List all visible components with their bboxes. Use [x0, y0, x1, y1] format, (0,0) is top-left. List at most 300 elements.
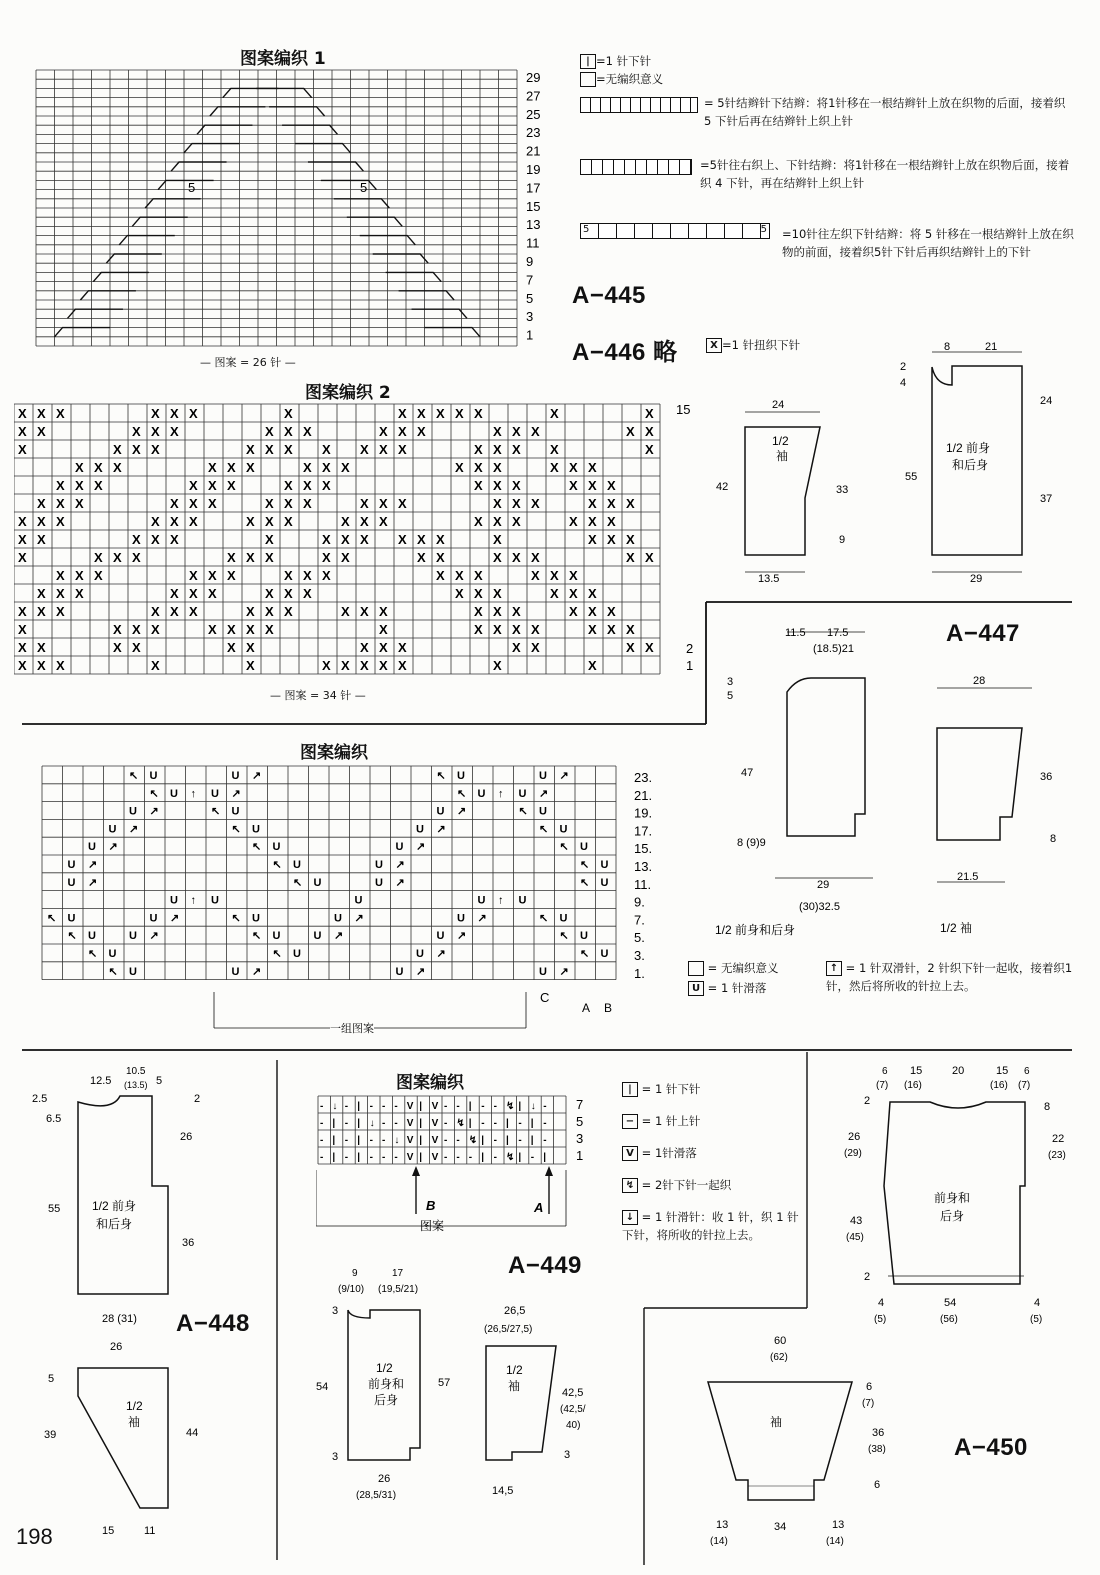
svg-text:6: 6	[866, 1381, 873, 1393]
lace-stitch-mark: U	[477, 894, 486, 907]
svg-text:3: 3	[332, 1305, 339, 1317]
stitch-mark: -	[320, 1135, 324, 1146]
lace-stitch-mark: ↖	[211, 805, 221, 818]
stitch-mark: ↓	[332, 1101, 338, 1112]
pattern3-title: 图案编织	[300, 743, 368, 763]
twist-stitch-mark: X	[379, 496, 388, 511]
svg-text:图案: 图案	[420, 1219, 445, 1233]
svg-text:(7): (7)	[1018, 1080, 1031, 1091]
twist-stitch-mark: X	[284, 586, 293, 601]
pattern2-footer: — 图案 = 34 针 —	[270, 689, 366, 702]
twist-stitch-mark: X	[189, 496, 198, 511]
legend-blank: =无编织意义	[580, 70, 1080, 88]
lace-stitch-mark: ↖	[108, 965, 118, 978]
stitch-mark: -	[456, 1135, 460, 1146]
slip-symbol-icon: V	[622, 1146, 638, 1161]
twist-stitch-mark: X	[322, 568, 331, 583]
twist-stitch-mark: X	[208, 568, 217, 583]
svg-text:(5): (5)	[1030, 1314, 1043, 1325]
svg-text:15: 15	[102, 1525, 115, 1537]
lace-stitch-mark: ↗	[436, 948, 446, 960]
twist-stitch-mark: X	[607, 478, 616, 493]
twist-stitch-mark: X	[474, 604, 483, 619]
pattern1-title: 图案编织 1	[240, 49, 326, 69]
twist-stitch-mark: X	[170, 406, 179, 421]
p1-row-label: 23	[526, 125, 541, 141]
twist-stitch-mark: X	[56, 478, 65, 493]
lace-stitch-mark: U	[170, 787, 178, 800]
twist-stitch-mark: X	[246, 550, 255, 565]
twist-stitch-mark: X	[246, 604, 255, 619]
twist-stitch-mark: X	[265, 604, 274, 619]
twist-stitch-mark: X	[379, 640, 388, 655]
a448-body-shape	[78, 1096, 168, 1294]
a449-schematics	[290, 1262, 650, 1512]
twist-stitch-mark: X	[550, 460, 559, 475]
stitch-mark: |	[530, 1118, 534, 1129]
lace-stitch-mark: ↗	[539, 787, 549, 800]
twist-stitch-mark: X	[75, 460, 84, 475]
twist-stitch-mark: X	[170, 514, 179, 529]
twist-stitch-mark: X	[512, 550, 521, 565]
stitch-mark: |	[543, 1152, 547, 1163]
twist-stitch-mark: X	[18, 514, 27, 529]
twist-stitch-mark: X	[436, 532, 445, 547]
twist-stitch-mark: X	[322, 478, 331, 493]
twist-stitch-mark: X	[474, 568, 483, 583]
twist-stitch-mark: X	[360, 604, 369, 619]
p3-row-label: 19.	[634, 805, 653, 821]
twist-stitch-mark: X	[246, 514, 255, 529]
twist-stitch-mark: X	[151, 406, 160, 421]
lace-stitch-mark: U	[580, 930, 588, 943]
stitch-mark: -	[394, 1152, 398, 1163]
svg-text:5: 5	[48, 1373, 55, 1385]
twist-stitch-mark: X	[284, 496, 293, 511]
twist-stitch-mark: X	[550, 568, 559, 583]
lace-stitch-mark: ↖	[539, 912, 549, 925]
lace-stitch-mark: ↗	[231, 787, 241, 800]
twist-stitch-mark: X	[569, 586, 578, 601]
stitch-mark: |	[481, 1152, 485, 1163]
lace-stitch-mark: ↑	[190, 787, 196, 800]
twist-stitch-mark: X	[474, 478, 483, 493]
twist-stitch-mark: X	[417, 550, 426, 565]
twist-stitch-mark: X	[588, 496, 597, 511]
lace-stitch-mark: ↗	[457, 805, 467, 818]
twist-stitch-mark: X	[18, 658, 27, 673]
stitch-mark: -	[394, 1101, 398, 1112]
lace-stitch-mark: ↖	[252, 930, 262, 943]
twist-stitch-mark: X	[189, 586, 198, 601]
twist-stitch-mark: X	[284, 406, 293, 421]
stitch-mark: -	[344, 1135, 349, 1146]
twist-stitch-mark: X	[569, 514, 578, 529]
twist-stitch-mark: X	[322, 550, 331, 565]
twist-stitch-mark: X	[37, 532, 46, 547]
lace-stitch-mark: ↗	[334, 930, 344, 943]
twist-stitch-mark: X	[37, 604, 46, 619]
purl-symbol-icon: −	[622, 1114, 638, 1129]
lace-stitch-mark: U	[457, 770, 465, 782]
svg-text:8: 8	[944, 341, 951, 353]
twist-stitch-mark: X	[265, 514, 274, 529]
twist-stitch-mark: X	[493, 496, 502, 511]
svg-text:55: 55	[905, 471, 918, 483]
twist-stitch-mark: X	[189, 478, 198, 493]
lace-stitch-mark: ↑	[498, 894, 504, 907]
pattern3-chart	[38, 764, 678, 1044]
svg-text:12.5: 12.5	[90, 1075, 112, 1087]
stitch-mark: -	[481, 1118, 485, 1129]
p1-row-label: 5	[526, 290, 534, 306]
svg-text:(5): (5)	[874, 1314, 887, 1325]
twist-stitch-mark: X	[493, 658, 502, 673]
twist-stitch-mark: X	[132, 442, 141, 457]
twist-stitch-mark: X	[531, 568, 540, 583]
lace-stitch-mark: U	[354, 894, 363, 907]
twist-stitch-mark: X	[303, 460, 312, 475]
lace-stitch-mark: ↗	[170, 912, 180, 925]
lace-stitch-mark: U	[108, 823, 117, 836]
svg-text:11: 11	[144, 1525, 156, 1537]
twist-stitch-mark: X	[322, 442, 331, 457]
twist-stitch-mark: X	[588, 622, 597, 637]
twist-stitch-mark: X	[455, 568, 464, 583]
svg-text:1/2 前身: 1/2 前身	[946, 441, 991, 455]
lace-stitch-mark: U	[231, 805, 240, 818]
twist-stitch-mark: X	[18, 640, 27, 655]
svg-text:袖: 袖	[770, 1415, 783, 1429]
twist-stitch-mark: X	[493, 460, 502, 475]
svg-text:2: 2	[900, 361, 907, 373]
svg-text:1/2: 1/2	[506, 1363, 523, 1377]
lace-stitch-mark: ↗	[108, 841, 118, 854]
stitch-mark: -	[530, 1152, 535, 1163]
stitch-mark: -	[468, 1152, 473, 1163]
twist-stitch-mark: X	[607, 532, 616, 547]
stitch-mark: V	[406, 1118, 414, 1129]
twist-stitch-mark: X	[607, 622, 616, 637]
p1-row-label: 13	[526, 217, 541, 233]
stitch-mark: V	[406, 1152, 414, 1163]
legend-cable1: = 5针结辫针下结辫：将1针移在一根结辫针上放在织物的后面，接着织 5 下针后再在结辫针上织上针	[704, 96, 1066, 128]
svg-text:和后身: 和后身	[96, 1217, 133, 1231]
svg-text:44: 44	[186, 1427, 199, 1439]
lace-stitch-mark: ↖	[129, 770, 139, 782]
lace-stitch-mark: ↖	[580, 948, 590, 960]
twist-stitch-mark: X	[265, 424, 274, 439]
a449-row-label: 5	[576, 1114, 584, 1129]
twist-stitch-mark: X	[645, 406, 654, 421]
svg-text:2: 2	[864, 1271, 871, 1283]
p1-row-label: 27	[526, 88, 541, 104]
twist-stitch-mark: X	[493, 622, 502, 637]
stitch-mark: -	[543, 1118, 547, 1129]
twist-stitch-mark: X	[37, 514, 46, 529]
svg-text:9: 9	[352, 1268, 358, 1279]
twist-stitch-mark: X	[56, 586, 65, 601]
svg-text:6: 6	[1024, 1066, 1030, 1077]
lace-stitch-mark: ↗	[416, 841, 426, 854]
stitch-mark: -	[369, 1152, 373, 1163]
twist-stitch-mark: X	[493, 514, 502, 529]
lace-stitch-mark: ↗	[395, 859, 405, 871]
svg-text:1/2: 1/2	[376, 1361, 393, 1375]
twist-stitch-mark: X	[18, 424, 27, 439]
lace-stitch-mark: ↖	[580, 859, 590, 871]
stitch-mark: V	[406, 1101, 414, 1112]
twist-stitch-mark: X	[37, 640, 46, 655]
twist-stitch-mark: X	[18, 622, 27, 637]
p2-row-2: 2	[686, 641, 694, 656]
twist-stitch-mark: X	[550, 442, 559, 457]
svg-text:A: A	[582, 1001, 591, 1015]
stitch-mark: |	[419, 1152, 423, 1163]
stitch-mark: -	[320, 1152, 324, 1163]
a447-body-shape	[787, 678, 865, 836]
stitch-mark: -	[493, 1101, 497, 1112]
twist-stitch-mark: X	[151, 604, 160, 619]
twist-stitch-mark: X	[398, 406, 407, 421]
stitch-mark: |	[357, 1135, 361, 1146]
twist-stitch-mark: X	[303, 424, 312, 439]
twist-stitch-mark: X	[113, 460, 122, 475]
lace-stitch-mark: ↖	[149, 787, 159, 800]
twist-stitch-mark: X	[474, 442, 483, 457]
twist-stitch-mark: X	[531, 550, 540, 565]
twist-stitch-mark: X	[474, 406, 483, 421]
svg-text:8: 8	[1044, 1101, 1051, 1113]
svg-text:28: 28	[973, 675, 986, 687]
twist-stitch-mark: X	[170, 604, 179, 619]
a449-label: A−449	[508, 1252, 582, 1279]
twist-stitch-mark: X	[94, 478, 103, 493]
lace-stitch-mark: U	[539, 965, 547, 978]
twist-stitch-mark: X	[284, 514, 293, 529]
twist-stitch-mark: X	[455, 586, 464, 601]
twist-stitch-mark: X	[322, 460, 331, 475]
twist-stitch-mark: X	[265, 586, 274, 601]
stitch-mark: -	[320, 1101, 324, 1112]
lace-stitch-mark: ↗	[354, 912, 364, 925]
twist-stitch-mark: X	[37, 406, 46, 421]
a450-body-schematic	[820, 1058, 1090, 1334]
svg-text:39: 39	[44, 1429, 57, 1441]
twist-stitch-mark: X	[75, 586, 84, 601]
svg-text:1/2: 1/2	[772, 434, 789, 448]
twist-stitch-mark: X	[322, 658, 331, 673]
stitch-mark: ↯	[506, 1101, 515, 1112]
twist-stitch-mark: X	[113, 550, 122, 565]
twist-stitch-mark: X	[303, 568, 312, 583]
svg-text:5: 5	[156, 1075, 163, 1087]
svg-text:(30)32.5: (30)32.5	[799, 901, 840, 913]
p3-row-label: 1.	[634, 965, 645, 981]
a449-row-label: 7	[576, 1097, 584, 1112]
svg-text:(14): (14)	[710, 1536, 728, 1547]
lace-stitch-mark: ↗	[149, 930, 159, 943]
twist-stitch-mark: X	[113, 622, 122, 637]
lace-stitch-mark: ↗	[149, 805, 159, 818]
lace-stitch-mark: U	[67, 876, 76, 889]
a449-row-label: 3	[576, 1131, 584, 1146]
twist-stitch-mark: X	[170, 424, 179, 439]
twist-stitch-mark: X	[474, 460, 483, 475]
lace-stitch-mark: U	[559, 912, 568, 925]
stitch-mark: V	[406, 1135, 414, 1146]
twist-stitch-mark: X	[341, 658, 350, 673]
twist-stitch-mark: X	[398, 658, 407, 673]
cable-mark-right: 5	[360, 180, 368, 195]
svg-text:8: 8	[1050, 833, 1057, 845]
page-number: 198	[16, 1524, 53, 1549]
a449-pattern-title: 图案编织	[396, 1073, 464, 1093]
twist-stitch-mark: X	[265, 622, 274, 637]
twist-stitch-mark: X	[94, 550, 103, 565]
twist-stitch-mark: X	[208, 478, 217, 493]
lace-stitch-mark: U	[477, 787, 486, 800]
p1-row-label: 25	[526, 106, 541, 122]
svg-text:袖: 袖	[128, 1415, 141, 1429]
svg-text:(18.5)21: (18.5)21	[813, 643, 854, 655]
svg-text:28 (31): 28 (31)	[102, 1313, 137, 1325]
p1-row-label: 17	[526, 180, 541, 196]
lace-stitch-mark: ↖	[67, 930, 77, 943]
stitch-mark: |	[357, 1118, 361, 1129]
svg-text:13.5: 13.5	[758, 573, 780, 585]
twist-stitch-mark: X	[512, 640, 521, 655]
svg-text:(29): (29)	[844, 1148, 862, 1159]
svg-text:(26,5/27,5): (26,5/27,5)	[484, 1324, 533, 1335]
twist-stitch-mark: X	[645, 424, 654, 439]
svg-text:54: 54	[316, 1381, 329, 1393]
svg-text:20: 20	[952, 1065, 965, 1077]
svg-text:1/2 前身和后身: 1/2 前身和后身	[715, 923, 796, 937]
lace-stitch-mark: ↖	[559, 841, 569, 854]
p1-row-label: 19	[526, 162, 541, 177]
stitch-mark: |	[419, 1118, 423, 1129]
stitch-mark: -	[481, 1101, 485, 1112]
svg-text:后身: 后身	[374, 1393, 399, 1407]
lace-stitch-mark: U	[272, 930, 281, 943]
twist-stitch-mark: X	[227, 640, 236, 655]
twist-stitch-mark: X	[246, 640, 255, 655]
lace-stitch-mark: U	[211, 787, 219, 800]
twist-stitch-mark: X	[550, 586, 559, 601]
twist-stitch-mark: X	[151, 424, 160, 439]
twist-stitch-mark: X	[531, 496, 540, 511]
svg-text:C: C	[540, 990, 550, 1005]
twist-stitch-mark: X	[170, 586, 179, 601]
svg-text:15: 15	[910, 1065, 923, 1077]
svg-text:4: 4	[900, 377, 907, 389]
svg-text:(19,5/21): (19,5/21)	[378, 1284, 419, 1295]
twist-stitch-mark: X	[379, 604, 388, 619]
lace-stitch-mark: U	[129, 805, 137, 818]
twist-stitch-mark: X	[56, 568, 65, 583]
svg-text:17: 17	[392, 1268, 404, 1279]
svg-text:2: 2	[864, 1095, 871, 1107]
twist-stitch-mark: X	[512, 496, 521, 511]
stitch-mark: ↓	[369, 1118, 375, 1129]
lace-stitch-mark: U	[416, 948, 424, 960]
lace-stitch-mark: U	[518, 787, 527, 800]
cable-mark-left: 5	[188, 180, 196, 195]
p3-row-label: 23.	[634, 770, 653, 785]
twist-stitch-mark: X	[189, 568, 198, 583]
twist-stitch-mark: X	[607, 496, 616, 511]
twist-stitch-mark: X	[246, 442, 255, 457]
twist-stitch-mark: X	[379, 622, 388, 637]
twist-stitch-mark: X	[18, 532, 27, 547]
twist-stitch-mark: X	[208, 622, 217, 637]
p3-row-label: 21.	[634, 787, 653, 803]
lace-stitch-mark: U	[600, 859, 609, 871]
stitch-mark: -	[320, 1118, 324, 1129]
blank-symbol-icon	[688, 961, 704, 976]
twist-stitch-mark: X	[113, 442, 122, 457]
pattern2-title: 图案编织 2	[305, 383, 391, 403]
lace-stitch-mark: ↖	[272, 859, 282, 871]
twist-stitch-mark: X	[360, 640, 369, 655]
stitch-mark: -	[344, 1152, 349, 1163]
lace-stitch-mark: ↑	[498, 787, 504, 800]
stitch-mark: |	[518, 1152, 522, 1163]
twist-stitch-mark: X	[151, 658, 160, 673]
legend-knit: | =1 针下针	[580, 52, 1080, 70]
a449-chart	[316, 1094, 616, 1244]
svg-text:1/2: 1/2	[126, 1399, 143, 1413]
p3-row-label: 13.	[634, 859, 653, 874]
stitch-mark: -	[369, 1135, 373, 1146]
stitch-mark: |	[468, 1101, 472, 1112]
stitch-mark: -	[493, 1135, 497, 1146]
twist-stitch-mark: X	[512, 424, 521, 439]
twist-stitch-mark: X	[151, 532, 160, 547]
knit-symbol-icon: |	[580, 54, 596, 69]
lace-stitch-mark: U	[252, 912, 260, 925]
twist-stitch-mark: X	[493, 478, 502, 493]
svg-text:6.5: 6.5	[46, 1113, 62, 1125]
twist-stitch-mark: X	[569, 478, 578, 493]
lace-stitch-mark: U	[211, 894, 219, 907]
twist-stitch-mark: X	[569, 460, 578, 475]
stitch-mark: ↯	[456, 1118, 465, 1129]
lace-stitch-mark: U	[170, 894, 178, 907]
a447-schematics	[715, 612, 1075, 942]
svg-text:15: 15	[996, 1065, 1009, 1077]
knit-symbol-icon: |	[622, 1082, 638, 1097]
stitch-mark: ↓	[530, 1101, 536, 1112]
svg-text:(7): (7)	[862, 1398, 875, 1409]
lace-stitch-mark: ↖	[559, 930, 569, 943]
lace-stitch-mark: U	[395, 841, 404, 854]
twist-stitch-mark: X	[360, 532, 369, 547]
svg-text:24: 24	[1040, 395, 1053, 407]
svg-text:(16): (16)	[904, 1080, 922, 1091]
slip-stitch-icon: ↓	[622, 1210, 638, 1225]
stitch-mark: ↯	[506, 1152, 515, 1163]
twist-stitch-mark: X	[512, 478, 521, 493]
twist-stitch-mark: X	[265, 496, 274, 511]
svg-text:47: 47	[741, 767, 754, 779]
twist-stitch-mark: X	[284, 604, 293, 619]
twist-stitch-mark: X	[626, 550, 635, 565]
twist-stitch-mark: X	[531, 640, 540, 655]
svg-text:B: B	[604, 1001, 613, 1015]
twist-stitch-mark: X	[227, 460, 236, 475]
